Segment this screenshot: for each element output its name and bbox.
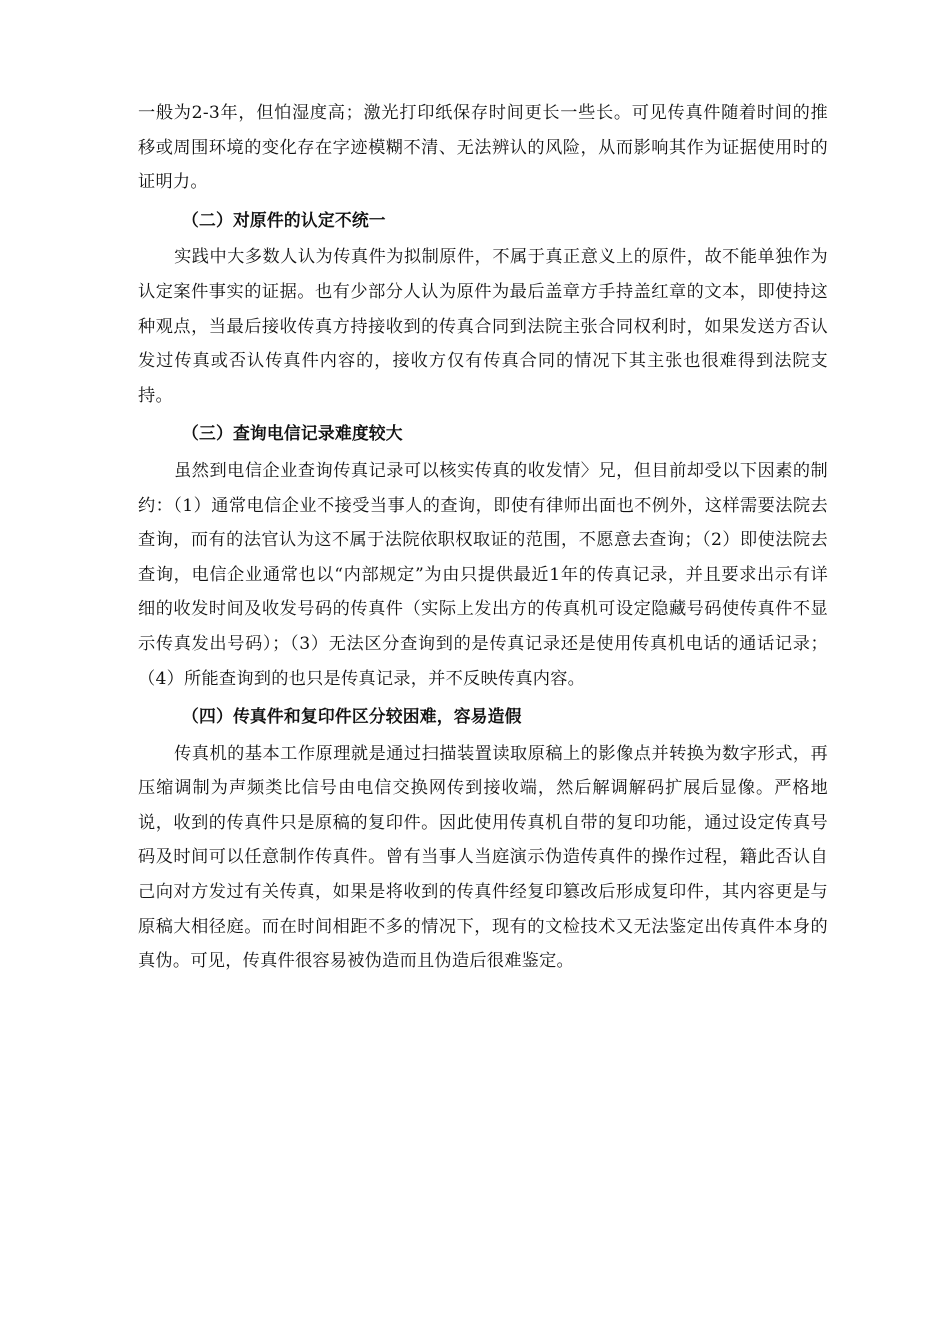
document-body xyxy=(138,96,828,979)
section-heading-4: （四）传真件和复印件区分较困难，容易造假 xyxy=(182,706,522,727)
paragraph-fax-copy-forgery: 传真机的基本工作原理就是通过扫描装置读取原稿上的影像点并转换为数字形式，再压缩调制为声频类比信号由电信交换网传到接收端，然后解调解码扩展后显像。严格地说，收到的传真件只是原稿的复印件。因此使用传真机自带的复印功能，通过设定传真号码及时间可以任意制作传真件。曾有当事人当庭演示伪造传真件的操作过程，籍此否认自己向对方发过有关传真，如果是将收到的传真件经复印篡改后形成复印件，其内容更是与原稿大相径庭。而在时间相距不多的情况下，现有的文检技术又无法鉴定出传真件本身的真伪。可见，传真件很容易被伪造而且伪造后很难鉴定。 xyxy=(138,743,828,972)
paragraph-telecom-records: 虽然到电信企业查询传真记录可以核实传真的收发情〉兄，但目前却受以下因素的制约：（1）通常电信企业不接受当事人的查询，即使有律师出面也不例外，这样需要法院去查询，而有的法官认为这不属于法院依职权取证的范围，不愿意去查询；（2）即使法院去查询，电信企业通常也以“内部规定”为由只提供最近1年的传真记录，并且要求出示有详细的收发时间及收发号码的传真件（实际上发出方的传真机可设定隐藏号码使传真件不显示传真发出号码）；（3）无法区分查询到的是传真记录还是使用传真机电话的通话记录；（4）所能查询到的也只是传真记录，并不反映传真内容。 xyxy=(138,460,828,689)
paragraph-original-recognition: 实践中大多数人认为传真件为拟制原件，不属于真正意义上的原件，故不能单独作为认定案件事实的证据。也有少部分人认为原件为最后盖章方手持盖红章的文本，即使持这种观点，当最后接收传真方持接收到的传真合同到法院主张合同权利时，如果发送方否认发过传真或否认传真件内容的，接收方仅有传真合同的情况下其主张也很难得到法院支持。 xyxy=(138,247,828,406)
section-heading-2: （二）对原件的认定不统一 xyxy=(182,209,386,230)
section-heading-3: （三）查询电信记录难度较大 xyxy=(182,423,403,444)
paragraph-continuation: 一般为2-3年，但怕湿度高；激光打印纸保存时间更长一些长。可见传真件随着时间的推移或周围环境的变化存在字迹模糊不清、无法辨认的风险，从而影响其作为证据使用时的证明力。 xyxy=(138,103,828,193)
